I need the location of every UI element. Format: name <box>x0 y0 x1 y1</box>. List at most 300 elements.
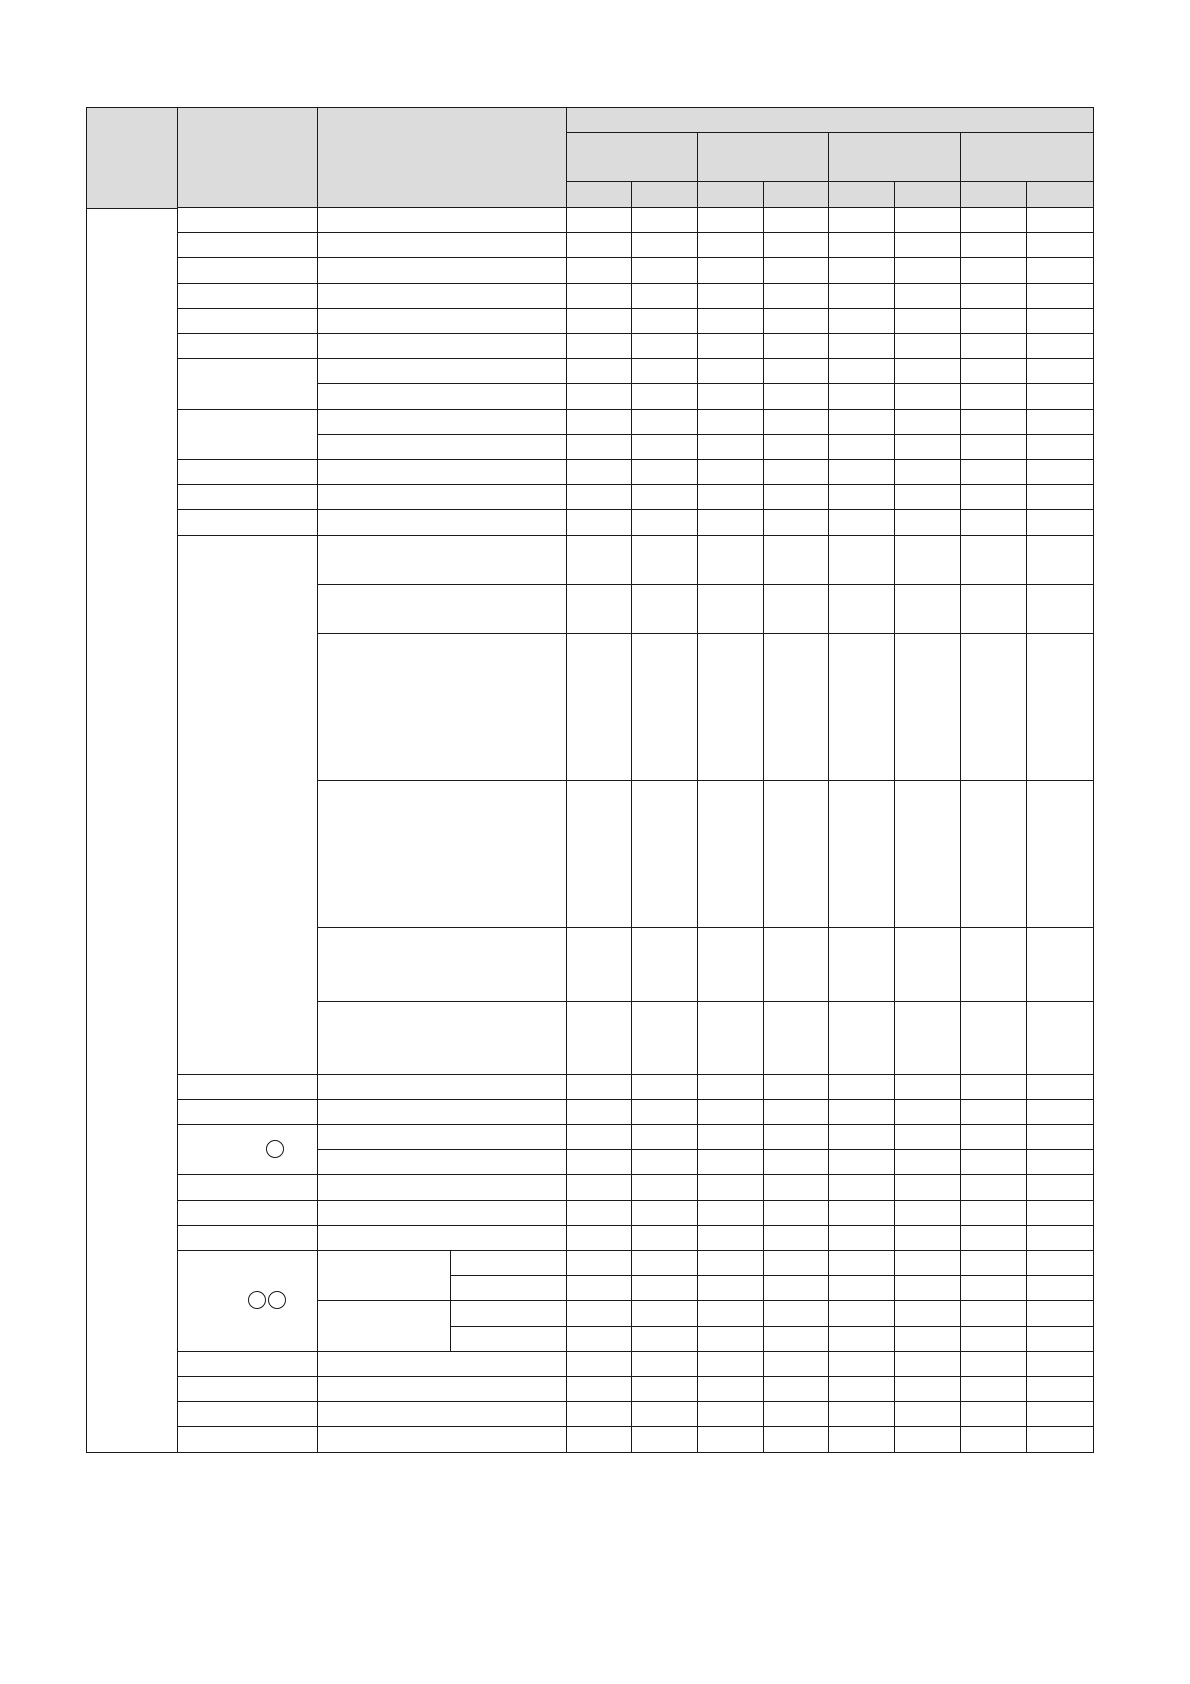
value-cell <box>828 509 896 536</box>
value-cell <box>828 1099 896 1126</box>
item-cell <box>177 257 319 284</box>
item-cell <box>177 1099 319 1126</box>
value-cell <box>763 1225 830 1252</box>
value-cell <box>1026 1099 1094 1126</box>
value-cell <box>631 1074 699 1101</box>
description-cell <box>317 257 568 284</box>
value-cell <box>566 333 633 360</box>
value-cell <box>960 927 1028 1003</box>
value-cell <box>828 1376 896 1403</box>
value-cell <box>566 927 633 1003</box>
value-cell <box>960 1124 1028 1151</box>
value-cell <box>697 584 765 635</box>
value-cell <box>566 1174 633 1201</box>
description-cell <box>317 1001 568 1076</box>
description-cell <box>317 780 568 929</box>
value-cell <box>763 509 830 536</box>
value-cell <box>566 459 633 486</box>
header-cell-description <box>317 107 568 209</box>
value-cell <box>828 257 896 284</box>
description-cell <box>317 1124 568 1151</box>
description-cell <box>317 1376 568 1403</box>
value-cell <box>631 1326 699 1353</box>
description-cell <box>317 633 568 782</box>
value-cell <box>697 1099 765 1126</box>
value-cell <box>566 434 633 461</box>
description-cell <box>317 1351 568 1378</box>
value-cell <box>828 1326 896 1353</box>
value-cell <box>894 633 962 782</box>
value-cell <box>894 1401 962 1428</box>
value-cell <box>631 1376 699 1403</box>
value-cell <box>697 308 765 335</box>
value-cell <box>828 358 896 385</box>
item-cell <box>177 1225 319 1252</box>
description-cell <box>317 1426 568 1453</box>
value-cell <box>763 633 830 782</box>
value-cell <box>763 1001 830 1076</box>
description-cell <box>317 459 568 486</box>
value-cell <box>960 1174 1028 1201</box>
value-cell <box>697 1174 765 1201</box>
value-cell <box>697 333 765 360</box>
value-cell <box>763 1124 830 1151</box>
value-cell <box>566 584 633 635</box>
description-cell <box>317 1174 568 1201</box>
value-cell <box>763 1099 830 1126</box>
value-cell <box>960 308 1028 335</box>
header-cell-subcolumn <box>763 181 830 209</box>
value-cell <box>631 509 699 536</box>
value-cell <box>894 1326 962 1353</box>
description-cell <box>317 383 568 410</box>
value-cell <box>960 1300 1028 1327</box>
value-cell <box>566 1149 633 1176</box>
value-cell <box>960 780 1028 929</box>
value-cell <box>697 535 765 586</box>
value-cell <box>763 584 830 635</box>
value-cell <box>566 1124 633 1151</box>
value-cell <box>697 633 765 782</box>
value-cell <box>631 1300 699 1327</box>
value-cell <box>566 1326 633 1353</box>
value-cell <box>894 509 962 536</box>
value-cell <box>763 1200 830 1227</box>
description-cell <box>317 333 568 360</box>
value-cell <box>697 1351 765 1378</box>
value-cell <box>960 535 1028 586</box>
value-cell <box>763 333 830 360</box>
description-cell <box>317 434 568 461</box>
item-cell <box>177 232 319 259</box>
value-cell <box>828 780 896 929</box>
value-cell <box>763 1250 830 1277</box>
value-cell <box>960 409 1028 436</box>
value-cell <box>960 1099 1028 1126</box>
value-cell <box>828 308 896 335</box>
header-cell-item <box>177 107 319 209</box>
value-cell <box>960 1351 1028 1378</box>
value-cell <box>763 1376 830 1403</box>
value-cell <box>631 409 699 436</box>
item-cell <box>177 409 319 461</box>
header-cell-group <box>828 132 962 183</box>
value-cell <box>566 207 633 234</box>
description-cell <box>317 283 568 310</box>
value-cell <box>960 1225 1028 1252</box>
value-cell <box>697 283 765 310</box>
description-cell <box>450 1326 568 1353</box>
value-cell <box>1026 1300 1094 1327</box>
item-cell <box>177 1376 319 1403</box>
value-cell <box>566 633 633 782</box>
value-cell <box>1026 1124 1094 1151</box>
value-cell <box>631 1250 699 1277</box>
value-cell <box>1026 1149 1094 1176</box>
value-cell <box>763 1300 830 1327</box>
value-cell <box>828 207 896 234</box>
value-cell <box>763 927 830 1003</box>
value-cell <box>1026 409 1094 436</box>
value-cell <box>828 535 896 586</box>
description-cell <box>450 1300 568 1327</box>
value-cell <box>960 257 1028 284</box>
value-cell <box>828 1351 896 1378</box>
value-cell <box>697 927 765 1003</box>
description-cell <box>317 308 568 335</box>
value-cell <box>894 1300 962 1327</box>
value-cell <box>763 257 830 284</box>
item-cell <box>177 283 319 310</box>
header-cell-group <box>697 132 830 183</box>
value-cell <box>960 584 1028 635</box>
value-cell <box>631 1099 699 1126</box>
value-cell <box>828 1200 896 1227</box>
value-cell <box>1026 1275 1094 1302</box>
value-cell <box>960 1250 1028 1277</box>
description-cell <box>317 409 568 436</box>
value-cell <box>697 509 765 536</box>
value-cell <box>631 1426 699 1453</box>
value-cell <box>631 434 699 461</box>
description-cell <box>317 584 568 635</box>
header-cell-subcolumn <box>566 181 633 209</box>
value-cell <box>697 1326 765 1353</box>
item-cell <box>177 1426 319 1453</box>
value-cell <box>566 383 633 410</box>
item-cell <box>177 207 319 234</box>
value-cell <box>894 535 962 586</box>
value-cell <box>894 1426 962 1453</box>
header-cell-group-title <box>566 107 1094 134</box>
value-cell <box>894 1099 962 1126</box>
value-cell <box>697 1426 765 1453</box>
value-cell <box>697 1124 765 1151</box>
item-cell <box>177 1351 319 1378</box>
value-cell <box>894 333 962 360</box>
header-cell-subcolumn <box>828 181 896 209</box>
value-cell <box>566 1376 633 1403</box>
value-cell <box>631 308 699 335</box>
value-cell <box>828 1124 896 1151</box>
value-cell <box>631 1225 699 1252</box>
value-cell <box>631 535 699 586</box>
value-cell <box>1026 283 1094 310</box>
value-cell <box>697 459 765 486</box>
value-cell <box>960 633 1028 782</box>
value-cell <box>763 434 830 461</box>
value-cell <box>960 358 1028 385</box>
description-subgroup-cell <box>317 1250 452 1302</box>
value-cell <box>894 283 962 310</box>
value-cell <box>697 207 765 234</box>
value-cell <box>566 1426 633 1453</box>
value-cell <box>960 484 1028 511</box>
value-cell <box>763 207 830 234</box>
value-cell <box>960 1401 1028 1428</box>
value-cell <box>828 283 896 310</box>
value-cell <box>828 1001 896 1076</box>
value-cell <box>631 1149 699 1176</box>
header-cell-category <box>86 107 179 209</box>
description-cell <box>317 232 568 259</box>
value-cell <box>763 459 830 486</box>
item-cell <box>177 1124 319 1176</box>
value-cell <box>763 308 830 335</box>
description-cell <box>317 1099 568 1126</box>
value-cell <box>566 283 633 310</box>
header-cell-subcolumn <box>697 181 765 209</box>
description-cell <box>317 207 568 234</box>
value-cell <box>828 1149 896 1176</box>
description-cell <box>317 484 568 511</box>
value-cell <box>697 257 765 284</box>
value-cell <box>894 1149 962 1176</box>
value-cell <box>697 1250 765 1277</box>
value-cell <box>960 459 1028 486</box>
value-cell <box>894 1376 962 1403</box>
value-cell <box>697 1275 765 1302</box>
value-cell <box>631 1001 699 1076</box>
value-cell <box>960 232 1028 259</box>
item-cell <box>177 358 319 410</box>
value-cell <box>631 780 699 929</box>
value-cell <box>763 1401 830 1428</box>
item-cell <box>177 509 319 536</box>
value-cell <box>566 780 633 929</box>
value-cell <box>828 232 896 259</box>
value-cell <box>763 1275 830 1302</box>
value-cell <box>960 1001 1028 1076</box>
value-cell <box>697 1376 765 1403</box>
value-cell <box>631 257 699 284</box>
value-cell <box>566 1099 633 1126</box>
value-cell <box>763 535 830 586</box>
value-cell <box>1026 535 1094 586</box>
value-cell <box>894 1001 962 1076</box>
value-cell <box>894 1074 962 1101</box>
value-cell <box>1026 383 1094 410</box>
value-cell <box>631 207 699 234</box>
value-cell <box>828 434 896 461</box>
value-cell <box>828 1225 896 1252</box>
value-cell <box>960 1074 1028 1101</box>
value-cell <box>631 1401 699 1428</box>
header-cell-group <box>960 132 1094 183</box>
value-cell <box>763 383 830 410</box>
value-cell <box>1026 1401 1094 1428</box>
value-cell <box>631 283 699 310</box>
value-cell <box>894 434 962 461</box>
value-cell <box>828 633 896 782</box>
value-cell <box>697 1149 765 1176</box>
value-cell <box>1026 584 1094 635</box>
value-cell <box>566 409 633 436</box>
value-cell <box>1026 308 1094 335</box>
description-cell <box>317 1401 568 1428</box>
value-cell <box>1026 509 1094 536</box>
header-cell-group <box>566 132 699 183</box>
value-cell <box>894 1200 962 1227</box>
description-cell <box>317 1225 568 1252</box>
value-cell <box>828 383 896 410</box>
value-cell <box>828 584 896 635</box>
value-cell <box>763 1351 830 1378</box>
value-cell <box>631 383 699 410</box>
item-cell <box>177 535 319 1076</box>
value-cell <box>631 633 699 782</box>
header-cell-subcolumn <box>894 181 962 209</box>
value-cell <box>1026 1326 1094 1353</box>
value-cell <box>828 484 896 511</box>
value-cell <box>763 1074 830 1101</box>
value-cell <box>697 1225 765 1252</box>
value-cell <box>763 1149 830 1176</box>
description-cell <box>450 1250 568 1277</box>
item-cell <box>177 333 319 360</box>
description-cell <box>317 927 568 1003</box>
value-cell <box>894 1225 962 1252</box>
value-cell <box>566 1200 633 1227</box>
value-cell <box>894 358 962 385</box>
value-cell <box>894 1351 962 1378</box>
item-cell <box>177 1174 319 1201</box>
value-cell <box>763 484 830 511</box>
value-cell <box>894 927 962 1003</box>
value-cell <box>1026 1426 1094 1453</box>
header-cell-subcolumn <box>631 181 699 209</box>
value-cell <box>763 1426 830 1453</box>
value-cell <box>894 1250 962 1277</box>
value-cell <box>566 1225 633 1252</box>
header-cell-subcolumn <box>1026 181 1094 209</box>
value-cell <box>566 535 633 586</box>
value-cell <box>1026 1250 1094 1277</box>
value-cell <box>697 409 765 436</box>
value-cell <box>763 409 830 436</box>
description-cell <box>317 535 568 586</box>
value-cell <box>960 1426 1028 1453</box>
value-cell <box>566 257 633 284</box>
value-cell <box>960 333 1028 360</box>
value-cell <box>566 1250 633 1277</box>
value-cell <box>566 484 633 511</box>
value-cell <box>697 1074 765 1101</box>
value-cell <box>960 1275 1028 1302</box>
value-cell <box>697 1200 765 1227</box>
value-cell <box>697 1401 765 1428</box>
value-cell <box>631 1275 699 1302</box>
value-cell <box>1026 1001 1094 1076</box>
value-cell <box>828 927 896 1003</box>
value-cell <box>1026 1225 1094 1252</box>
item-cell <box>177 459 319 486</box>
value-cell <box>894 232 962 259</box>
value-cell <box>763 232 830 259</box>
value-cell <box>566 1351 633 1378</box>
value-cell <box>894 308 962 335</box>
value-cell <box>828 333 896 360</box>
value-cell <box>894 1174 962 1201</box>
value-cell <box>1026 1174 1094 1201</box>
item-cell <box>177 1074 319 1101</box>
value-cell <box>763 1326 830 1353</box>
value-cell <box>631 584 699 635</box>
value-cell <box>1026 484 1094 511</box>
value-cell <box>1026 1074 1094 1101</box>
value-cell <box>631 459 699 486</box>
value-cell <box>697 383 765 410</box>
value-cell <box>1026 434 1094 461</box>
value-cell <box>631 1124 699 1151</box>
description-cell <box>450 1275 568 1302</box>
value-cell <box>894 207 962 234</box>
value-cell <box>828 1401 896 1428</box>
item-cell <box>177 1200 319 1227</box>
value-cell <box>1026 358 1094 385</box>
value-cell <box>631 1174 699 1201</box>
value-cell <box>828 1426 896 1453</box>
value-cell <box>828 409 896 436</box>
description-subgroup-cell <box>317 1300 452 1352</box>
value-cell <box>631 484 699 511</box>
value-cell <box>697 1001 765 1076</box>
value-cell <box>631 333 699 360</box>
value-cell <box>566 308 633 335</box>
value-cell <box>960 1149 1028 1176</box>
value-cell <box>828 1300 896 1327</box>
value-cell <box>566 1401 633 1428</box>
item-cell <box>177 1401 319 1428</box>
description-cell <box>317 358 568 385</box>
value-cell <box>1026 780 1094 929</box>
item-cell <box>177 484 319 511</box>
value-cell <box>1026 1351 1094 1378</box>
value-cell <box>566 509 633 536</box>
value-cell <box>566 1275 633 1302</box>
value-cell <box>1026 927 1094 1003</box>
value-cell <box>894 383 962 410</box>
value-cell <box>960 434 1028 461</box>
value-cell <box>1026 1376 1094 1403</box>
value-cell <box>631 927 699 1003</box>
item-cell <box>177 308 319 335</box>
value-cell <box>960 509 1028 536</box>
value-cell <box>894 584 962 635</box>
value-cell <box>697 358 765 385</box>
value-cell <box>828 1174 896 1201</box>
value-cell <box>631 358 699 385</box>
